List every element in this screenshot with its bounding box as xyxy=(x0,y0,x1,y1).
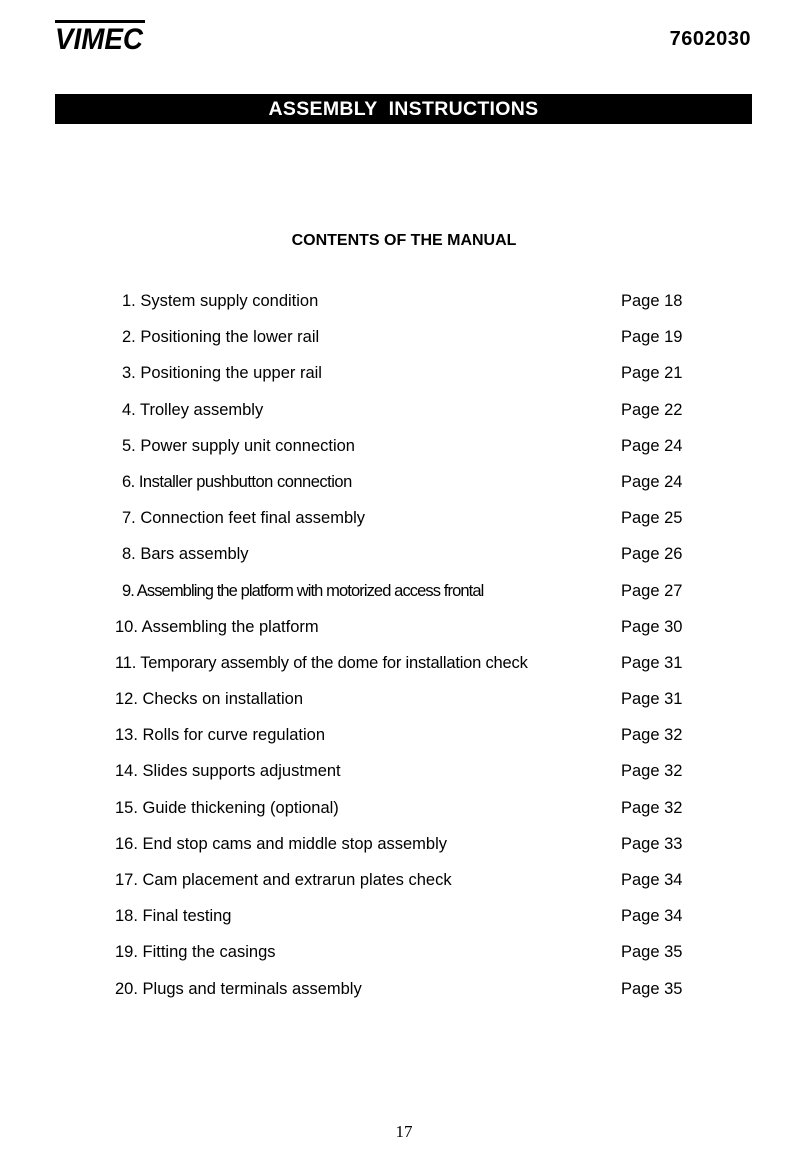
toc-entry-page: Page 32 xyxy=(621,798,683,817)
toc-entry-page: Page 24 xyxy=(621,472,683,491)
toc-entry-label: 16. End stop cams and middle stop assembly xyxy=(115,834,448,853)
toc-entry[interactable] xyxy=(0,939,808,975)
toc-entry-page: Page 30 xyxy=(621,617,683,636)
toc-entry-label: 1. System supply condition xyxy=(122,292,319,310)
toc-entry-label: 4. Trolley assembly xyxy=(122,400,264,419)
toc-entry-page: Page 31 xyxy=(621,690,683,709)
toc-entry[interactable] xyxy=(0,650,808,686)
vimec-logo xyxy=(55,20,145,52)
toc-entry-page: Page 25 xyxy=(621,509,683,528)
toc-entry-label: 7. Connection feet final assembly xyxy=(122,509,366,528)
toc-entry-label: 6. Installer pushbutton connection xyxy=(122,472,352,491)
toc-entry-page: Page 26 xyxy=(621,545,683,564)
toc-entry-page: Page 33 xyxy=(621,834,683,853)
toc-entry-label: 11. Temporary assembly of the dome for installation check xyxy=(115,653,528,672)
toc-entry-page: Page 32 xyxy=(621,726,683,745)
toc-entry-label: 2. Positioning the lower rail xyxy=(122,328,320,347)
toc-entry-label: 10. Assembling the platform xyxy=(115,617,319,636)
toc-entry[interactable] xyxy=(0,433,808,469)
toc-entry-label: 5. Power supply unit connection xyxy=(122,436,355,455)
toc-entry-label: 3. Positioning the upper rail xyxy=(122,364,322,383)
document-number: 7602030 xyxy=(669,28,751,50)
toc-entry-label: 19. Fitting the casings xyxy=(115,943,276,962)
table-of-contents xyxy=(0,288,808,1012)
toc-entry-label: 15. Guide thickening (optional) xyxy=(115,798,339,817)
logo-text: VIMEC xyxy=(55,23,145,52)
toc-entry-label: 12. Checks on installation xyxy=(115,690,304,709)
toc-entry[interactable] xyxy=(0,360,808,396)
page-number: 17 xyxy=(395,1122,413,1141)
toc-entry[interactable] xyxy=(0,505,808,541)
toc-entry-page: Page 34 xyxy=(621,871,683,889)
toc-entry-label: 13. Rolls for curve regulation xyxy=(115,726,326,745)
toc-entry[interactable] xyxy=(0,469,808,505)
toc-entry[interactable] xyxy=(0,831,808,867)
toc-entry-page: Page 18 xyxy=(621,292,683,310)
toc-entry-page: Page 19 xyxy=(621,328,683,347)
toc-entry[interactable] xyxy=(0,541,808,577)
toc-entry-label: 20. Plugs and terminals assembly xyxy=(115,979,362,998)
contents-heading: CONTENTS OF THE MANUAL xyxy=(291,232,517,249)
toc-entry-label: 18. Final testing xyxy=(115,907,232,926)
toc-entry-page: Page 27 xyxy=(621,581,683,600)
toc-entry-label: 17. Cam placement and extrarun plates check xyxy=(115,871,452,889)
section-title: ASSEMBLY INSTRUCTIONS xyxy=(268,98,539,120)
toc-entry-page: Page 35 xyxy=(621,979,683,998)
toc-entry[interactable] xyxy=(0,758,808,794)
toc-entry-page: Page 32 xyxy=(621,762,683,781)
toc-entry-page: Page 31 xyxy=(621,653,683,672)
toc-entry-label: 14. Slides supports adjustment xyxy=(115,762,341,781)
toc-entry[interactable] xyxy=(0,288,808,324)
toc-entry[interactable] xyxy=(0,795,808,831)
toc-entry[interactable] xyxy=(0,903,808,939)
toc-entry[interactable] xyxy=(0,614,808,650)
toc-entry-label: 9. Assembling the platform with motorized access frontal xyxy=(122,581,484,600)
toc-entry-page: Page 21 xyxy=(621,364,683,383)
toc-entry-page: Page 35 xyxy=(621,943,683,962)
toc-entry[interactable] xyxy=(0,578,808,614)
toc-entry[interactable] xyxy=(0,867,808,903)
section-title-bar xyxy=(55,94,752,124)
toc-entry[interactable] xyxy=(0,686,808,722)
toc-entry-page: Page 22 xyxy=(621,400,683,419)
toc-entry[interactable] xyxy=(0,397,808,433)
toc-entry-label: 8. Bars assembly xyxy=(122,545,249,564)
toc-entry[interactable] xyxy=(0,976,808,1012)
toc-entry-page: Page 34 xyxy=(621,907,683,926)
toc-entry[interactable] xyxy=(0,722,808,758)
toc-entry[interactable] xyxy=(0,324,808,360)
toc-entry-page: Page 24 xyxy=(621,436,683,455)
